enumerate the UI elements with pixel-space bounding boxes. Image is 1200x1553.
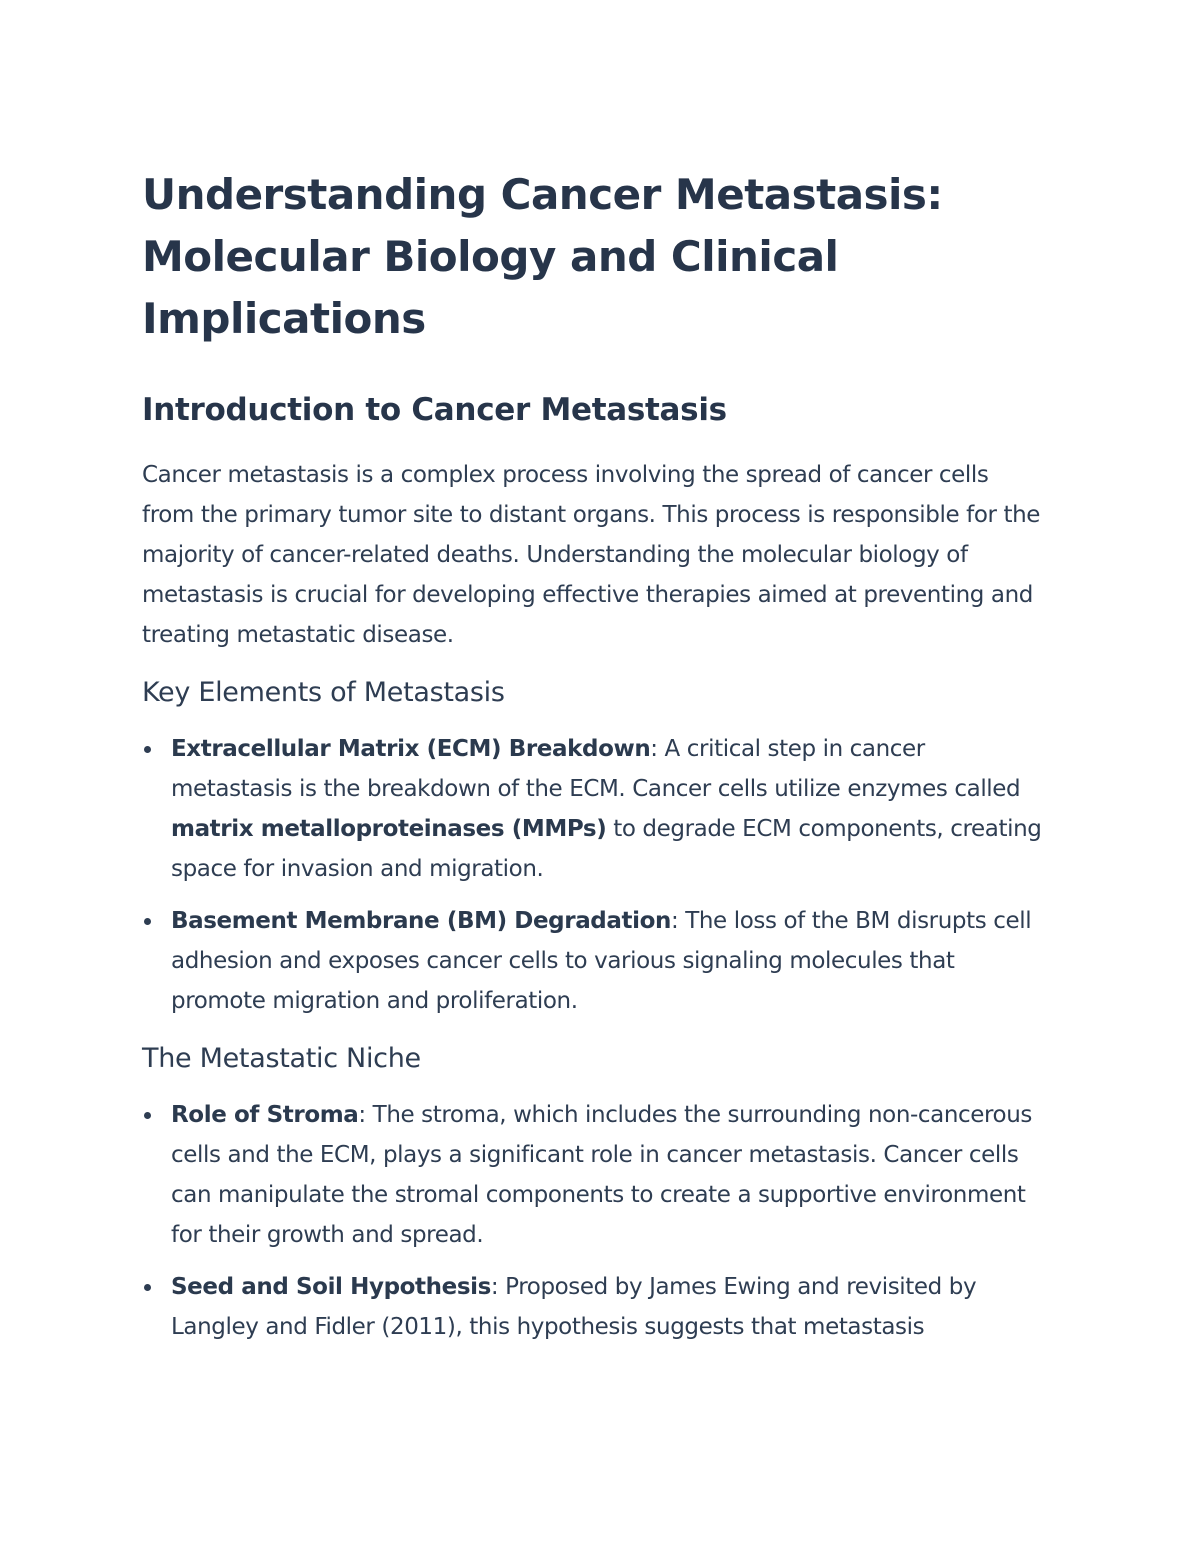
- intro-paragraph: Cancer metastasis is a complex process involving the spread of cancer cells from the primary tumor site to distant organs. This process is responsible for the majority of cancer-related deaths. Understanding the molecular biology of metastasis is crucial for developing effective therapies aimed at preventing and treating metastatic disease.: [142, 462, 1041, 648]
- list-item-term-inline: matrix metalloproteinases (MMPs): [171, 816, 607, 842]
- list-item-text: : Proposed by James Ewing and revisited by Langley and Fidler (2011), this hypothesis suggests that metastasis: [171, 1274, 977, 1340]
- list-item: [142, 1267, 1046, 1347]
- bullet-icon: [144, 918, 151, 925]
- list-item-text: : The loss of the BM disrupts cell adhesion and exposes cancer cells to various signaling molecules that promote migration and proliferation.: [171, 908, 1032, 1014]
- list-item-term: Basement Membrane (BM) Degradation: [171, 908, 671, 934]
- list-item: [142, 1095, 1046, 1255]
- list-item-text: to degrade ECM components, creating space for invasion and migration.: [171, 816, 1042, 882]
- bullet-icon: [144, 746, 151, 753]
- list-item: [142, 901, 1046, 1021]
- list-item-term: Seed and Soil Hypothesis: [171, 1274, 491, 1300]
- list-item-term: Extracellular Matrix (ECM) Breakdown: [171, 736, 651, 762]
- list-item-term: Role of Stroma: [171, 1102, 359, 1128]
- document-title: Understanding Cancer Metastasis: Molecular Biology and Clinical Implications: [142, 170, 943, 343]
- list-item: [142, 729, 1046, 889]
- subheading-key-elements: Key Elements of Metastasis: [142, 677, 505, 708]
- section-heading: Introduction to Cancer Metastasis: [142, 392, 727, 428]
- bullet-icon: [144, 1112, 151, 1119]
- metastatic-niche-list: [142, 1095, 1042, 1347]
- subheading-metastatic-niche: The Metastatic Niche: [142, 1043, 421, 1074]
- list-item-text: : A critical step in cancer metastasis is the breakdown of the ECM. Cancer cells utilize enzymes called: [171, 736, 1021, 802]
- document-page: [142, 164, 1042, 1359]
- bullet-icon: [144, 1284, 151, 1291]
- list-item-text: : The stroma, which includes the surrounding non-cancerous cells and the ECM, plays a significant role in cancer metastasis. Cancer cells can manipulate the stromal components to create a supportive environment for their growth and spread.: [171, 1102, 1032, 1248]
- key-elements-list: [142, 729, 1042, 1021]
